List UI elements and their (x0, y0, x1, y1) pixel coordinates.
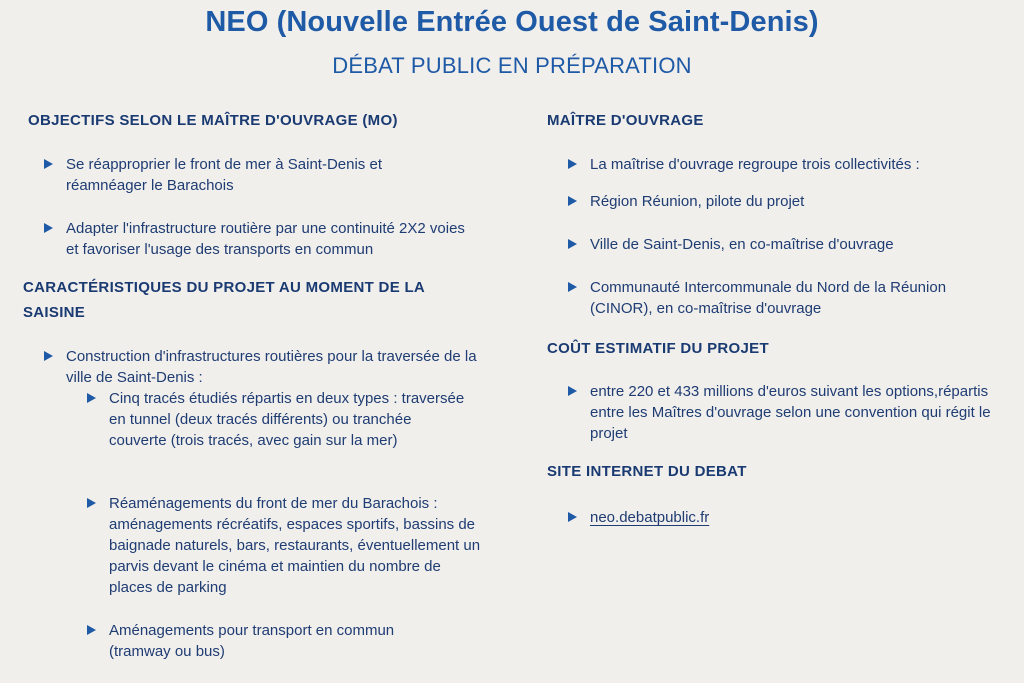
maitre-heading: MAÎTRE D'OUVRAGE (547, 112, 704, 129)
list-item: Construction d'infrastructures routières pour la traversée de la ville de Saint-Denis : (66, 346, 496, 388)
bullet-triangle-icon (44, 159, 53, 169)
bullet-triangle-icon (87, 393, 96, 403)
bullet-triangle-icon (87, 498, 96, 508)
bullet-triangle-icon (87, 625, 96, 635)
site-heading: SITE INTERNET DU DEBAT (547, 463, 747, 480)
list-item: La maîtrise d'ouvrage regroupe trois collectivités : (590, 154, 1000, 175)
bullet-triangle-icon (568, 159, 577, 169)
sub-list-item: Réaménagements du front de mer du Barachois : aménagements récréatifs, espaces sportifs, bassins de baignade naturels, bars, restaurants, éventuellement un parvis devant le cinéma et maintien du nombre de places de parking (109, 493, 484, 598)
bullet-triangle-icon (568, 282, 577, 292)
list-item (590, 507, 890, 528)
list-item: entre 220 et 433 millions d'euros suivant les options,répartis entre les Maîtres d'ouvrage selon une convention qui régit le projet (590, 381, 995, 444)
list-item: Se réapproprier le front de mer à Saint-Denis et réamnéager le Barachois (66, 154, 446, 196)
bullet-triangle-icon (44, 351, 53, 361)
list-item: Région Réunion, pilote du projet (590, 191, 1000, 212)
list-item: Adapter l'infrastructure routière par une continuité 2X2 voies et favoriser l'usage des transports en commun (66, 218, 481, 260)
sub-list-item: Cinq tracés étudiés répartis en deux types : traversée en tunnel (deux tracés différents) ou tranchée couverte (trois tracés, avec gain sur la mer) (109, 388, 469, 451)
list-item: Ville de Saint-Denis, en co-maîtrise d'ouvrage (590, 234, 1000, 255)
list-item: Communauté Intercommunale du Nord de la Réunion (CINOR), en co-maîtrise d'ouvrage (590, 277, 1000, 319)
bullet-triangle-icon (568, 239, 577, 249)
bullet-triangle-icon (44, 223, 53, 233)
bullet-triangle-icon (568, 386, 577, 396)
cout-heading: COÛT ESTIMATIF DU PROJET (547, 340, 769, 357)
page-subtitle: DÉBAT PUBLIC EN PRÉPARATION (332, 53, 692, 78)
caracteristiques-heading: CARACTÉRISTIQUES DU PROJET AU MOMENT DE LA SAISINE (23, 279, 425, 321)
objectifs-heading: OBJECTIFS SELON LE MAÎTRE D'OUVRAGE (MO) (28, 112, 398, 129)
bullet-triangle-icon (568, 196, 577, 206)
sub-list-item: Aménagements pour transport en commun (tramway ou bus) (109, 620, 449, 662)
page-title: NEO (Nouvelle Entrée Ouest de Saint-Denis) (205, 6, 819, 38)
site-link[interactable]: neo.debatpublic.fr (590, 509, 710, 526)
bullet-triangle-icon (568, 512, 577, 522)
